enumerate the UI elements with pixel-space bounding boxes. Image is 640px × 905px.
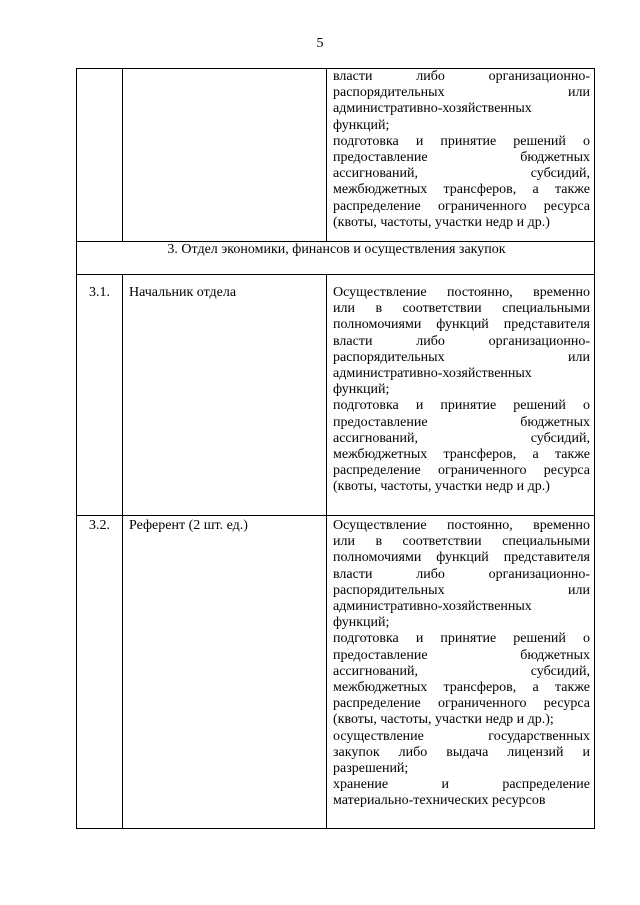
function-line: межбюджетных трансферов, а также [333,447,590,463]
function-line: функций; [333,382,390,398]
function-line: межбюджетных трансферов, а также [333,680,590,696]
function-line: распределение ограниченного ресурса [333,198,590,214]
function-line: (квоты, частоты, участки недр и др.) [333,214,550,230]
table-row-continued [77,69,595,242]
function-line: предоставление бюджетных [333,150,590,166]
function-line: ассигнований, субсидий, [333,663,590,679]
function-line: хранение и распределение [333,777,590,793]
function-line: разрешений; [333,761,409,777]
function-line: власти либо организационно- [333,566,590,582]
function-line: (квоты, частоты, участки недр и др.); [333,712,554,728]
function-line: ассигнований, субсидий, [333,166,590,182]
function-line: административно-хозяйственных [333,599,532,615]
function-line: (квоты, частоты, участки недр и др.) [333,479,550,495]
function-line: предоставление бюджетных [333,647,590,663]
function-line: или в соответствии специальными [333,534,590,550]
section-title: 3. Отдел экономики, финансов и осуществления закупок [77,242,595,275]
function-line: функций; [333,615,390,631]
function-line: распорядительных или [333,582,590,598]
page-number: 5 [316,36,324,51]
function-line: межбюджетных трансферов, а также [333,182,590,198]
position-cell: Референт (2 шт. ед.) [123,516,327,829]
function-line: власти либо организационно- [333,69,590,84]
function-line: административно-хозяйственных [333,101,532,117]
function-line: ассигнований, субсидий, [333,430,590,446]
function-line: функций; [333,117,390,133]
function-line: подготовка и принятие решений о [333,398,590,414]
row-number-cell: 3.1. [77,275,123,516]
function-line: власти либо организационно- [333,333,590,349]
function-line: распределение ограниченного ресурса [333,696,590,712]
function-line: административно-хозяйственных [333,366,532,382]
position-cell: Начальник отдела [123,275,327,516]
function-line: распределение ограниченного ресурса [333,463,590,479]
functions-cell [327,69,595,242]
function-line: Осуществление постоянно, временно [333,285,590,300]
section-header-row [77,242,595,275]
function-line: подготовка и принятие решений о [333,133,590,149]
function-line: подготовка и принятие решений о [333,631,590,647]
position-cell [123,69,327,242]
function-line: полномочиями функций представителя [333,317,590,333]
function-line: полномочиями функций представителя [333,550,590,566]
function-line: Осуществление постоянно, временно [333,518,590,533]
row-number-cell [77,69,123,242]
function-line: предоставление бюджетных [333,414,590,430]
row-number-cell: 3.2. [77,516,123,829]
function-line: осуществление государственных [333,728,590,744]
positions-table [76,68,595,829]
function-line: или в соответствии специальными [333,301,590,317]
function-line: материально-технических ресурсов [333,793,546,809]
functions-cell [327,516,595,829]
function-line: распорядительных или [333,85,590,101]
function-line: распорядительных или [333,349,590,365]
function-line: закупок либо выдача лицензий и [333,744,590,760]
table-row [77,516,595,829]
functions-cell [327,275,595,516]
table-row [77,275,595,516]
